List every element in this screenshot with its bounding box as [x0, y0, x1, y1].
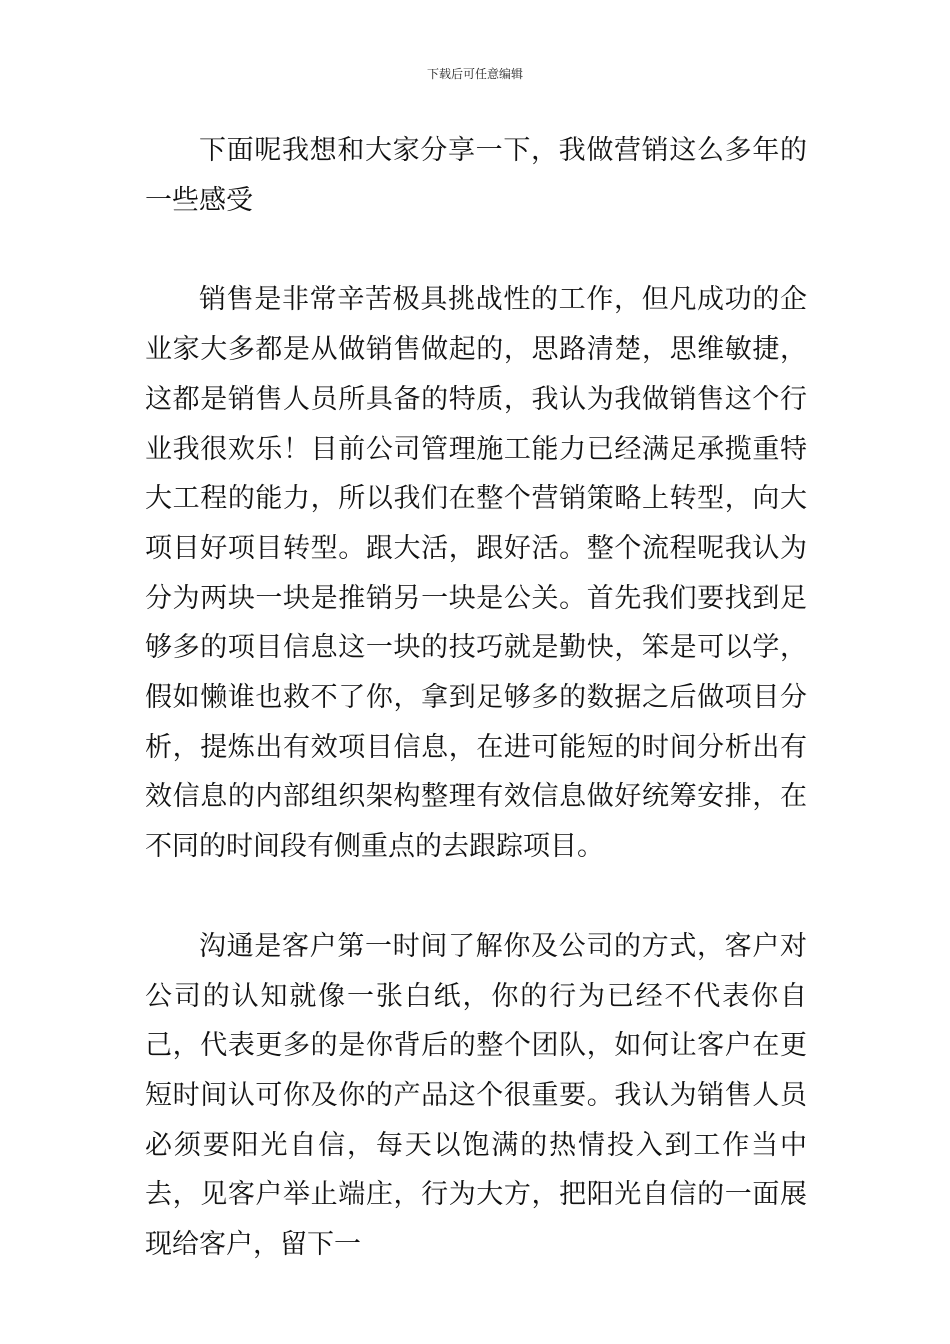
paragraph-intro: 下面呢我想和大家分享一下，我做营销这么多年的一些感受	[145, 135, 807, 216]
paragraph-communication: 沟通是客户第一时间了解你及公司的方式，客户对公司的认知就像一张白纸，你的行为已经不代表你自己，代表更多的是你背后的整个团队，如何让客户在更短时间认可你及你的产品这个很重要。我认为销售人员必须要阳光自信，每天以饱满的热情投入到工作当中去，见客户举止端庄，行为大方，把阳光自信的一面展现给客户，留下一	[145, 930, 807, 1261]
paragraph-sales: 销售是非常辛苦极具挑战性的工作，但凡成功的企业家大多都是从做销售做起的，思路清楚，思维敏捷，这都是销售人员所具备的特质，我认为我做销售这个行业我很欢乐！目前公司管理施工能力已经满足承揽重特大工程的能力，所以我们在整个营销策略上转型，向大项目好项目转型。跟大活，跟好活。整个流程呢我认为分为两块一块是推销另一块是公关。首先我们要找到足够多的项目信息这一块的技巧就是勤快，笨是可以学，假如懒谁也救不了你，拿到足够多的数据之后做项目分析，提炼出有效项目信息，在进可能短的时间分析出有效信息的内部组织架构整理有效信息做好统筹安排，在不同的时间段有侧重点的去跟踪项目。	[145, 284, 807, 863]
page-header: 下载后可任意编辑	[426, 67, 523, 81]
document-body	[145, 126, 807, 1270]
